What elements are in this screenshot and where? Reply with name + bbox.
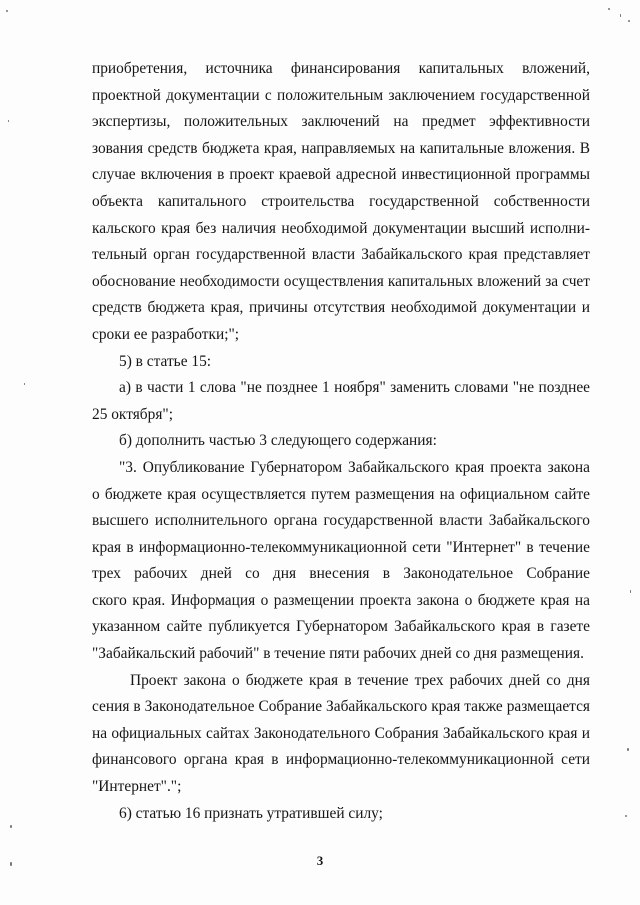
scan-speck <box>24 383 25 385</box>
text-line: проектной документации с положительным заключением государственной <box>92 86 590 104</box>
text-line: приобретения, источника финансирования капитальных вложений, <box>92 60 590 77</box>
text-line: указанном сайте публикуется Губернатором Забайкальского края в газете <box>92 618 590 636</box>
text-line: "Интернет"."; <box>92 778 182 796</box>
text-line: обоснование необходимости осуществления капитальных вложений за счет <box>92 272 590 290</box>
text-line: сения в Законодательное Собрание Забайкальского края также размещается <box>92 698 590 716</box>
scan-speck <box>8 120 9 122</box>
scan-speck <box>10 825 12 828</box>
scan-speck <box>630 590 631 593</box>
text-line: трех рабочих дней со дня внесения в Законодательное Собрание <box>92 565 590 583</box>
text-line: края в информационно-телекоммуникационной сети "Интернет" в течение <box>92 538 590 556</box>
page-number: 3 <box>316 853 324 868</box>
text-line: о бюджете края осуществляется путем размещения на официальном сайте <box>92 485 590 503</box>
text-line: Проект закона о бюджете края в течение трех рабочих дней со дня <box>130 671 590 689</box>
scan-speck <box>10 862 12 866</box>
text-line: объекта капитального строительства государственной собственности <box>92 192 590 210</box>
scan-speck <box>627 748 629 751</box>
text-line: тельный орган государственной власти Забайкальского края представляет <box>92 246 590 264</box>
text-line: зования средств бюджета края, направляемых на капитальные вложения. В <box>92 139 590 157</box>
text-line: 25 октября"; <box>92 405 173 423</box>
scan-speck <box>625 815 627 817</box>
text-line: средств бюджета края, причины отсутствия необходимой документации и <box>92 299 590 317</box>
text-line: "Забайкальский рабочий" в течение пяти рабочих дней со дня размещения. <box>92 645 584 663</box>
scan-speck <box>608 8 610 10</box>
text-line: кальского края без наличия необходимой документации высший исполни- <box>92 219 590 237</box>
text-line: б) дополнить частью 3 следующего содержания: <box>119 432 437 450</box>
scan-speck <box>620 14 621 17</box>
text-line: случае включения в проект краевой адресной инвестиционной программы <box>92 166 590 184</box>
text-line: сроки ее разработки;"; <box>92 325 240 343</box>
text-line: высшего исполнительного органа государственной власти Забайкальского <box>92 512 590 530</box>
text-line: "3. Опубликование Губернатором Забайкальского края проекта закона <box>119 458 590 476</box>
text-line: 5) в статье 15: <box>119 352 212 370</box>
document-body <box>92 56 590 827</box>
text-line: ского края. Информация о размещении проекта закона о бюджете края на <box>92 591 590 609</box>
text-line: а) в части 1 слова "не позднее 1 ноября" заменить словами "не позднее <box>119 379 590 397</box>
text-line: 6) статью 16 признать утратившей силу; <box>119 804 383 822</box>
text-line: на официальных сайтах Законодательного Собрания Забайкальского края и <box>92 724 590 742</box>
scan-speck <box>6 10 8 12</box>
text-line: экспертизы, положительных заключений на предмет эффективности <box>92 113 590 131</box>
scan-speck <box>628 20 630 22</box>
text-line: финансового органа края в информационно-телекоммуникационной сети <box>92 751 590 769</box>
